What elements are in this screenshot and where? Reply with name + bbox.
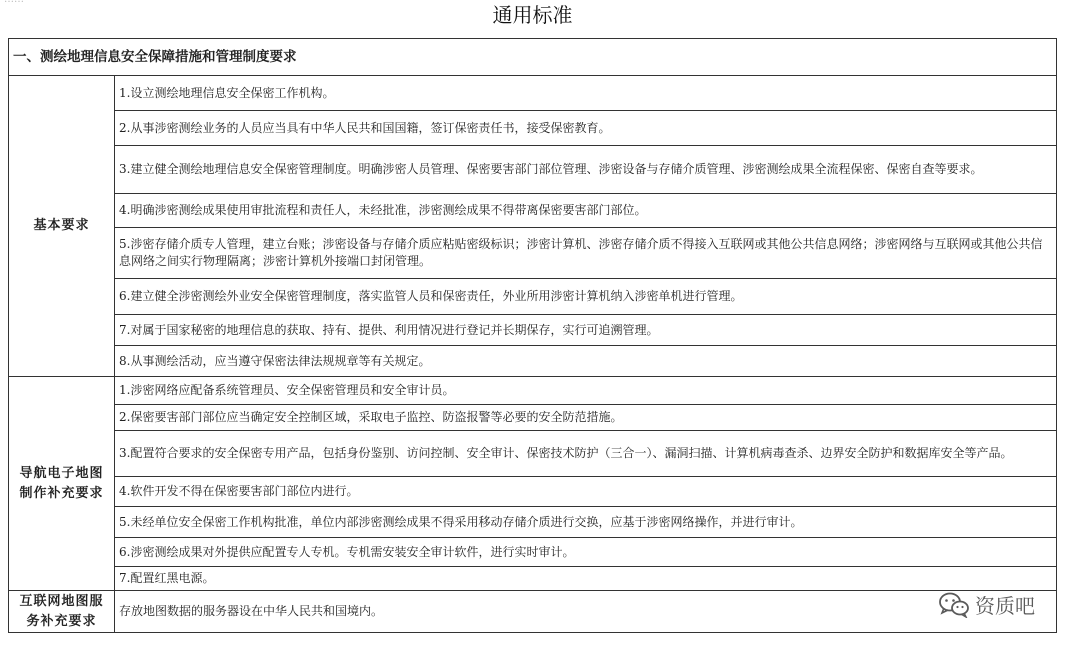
section-title: 一、测绘地理信息安全保障措施和管理制度要求: [9, 39, 1057, 76]
table-row: [9, 279, 1057, 315]
watermark-text: 资质吧: [975, 594, 1035, 618]
requirement-item: 4.明确涉密测绘成果使用审批流程和责任人，未经批准，涉密测绘成果不得带离保密要害部门部位。: [115, 194, 1057, 228]
wechat-icon: [939, 592, 969, 618]
requirement-item: 7.配置红黑电源。: [115, 567, 1057, 591]
table-row: [9, 477, 1057, 507]
requirement-item: 6.涉密测绘成果对外提供应配置专人专机。专机需安装安全审计软件，进行实时审计。: [115, 538, 1057, 567]
table-row: [9, 194, 1057, 228]
requirement-item: 6.建立健全涉密测绘外业安全保密管理制度，落实监管人员和保密责任，外业所用涉密计算机纳入涉密单机进行管理。: [115, 279, 1057, 315]
requirement-item: 2.保密要害部门部位应当确定安全控制区域，采取电子监控、防盗报警等必要的安全防范措施。: [115, 405, 1057, 431]
section-header-row: [9, 39, 1057, 76]
table-row: [9, 591, 1057, 633]
table-row: [9, 377, 1057, 405]
requirement-item: 存放地图数据的服务器设在中华人民共和国境内。: [115, 591, 1057, 633]
category-internet-map: 互联网地图服务补充要求: [9, 591, 115, 633]
table-row: [9, 228, 1057, 279]
requirement-item: 4.软件开发不得在保密要害部门部位内进行。: [115, 477, 1057, 507]
requirement-item: 8.从事测绘活动，应当遵守保密法律法规规章等有关规定。: [115, 346, 1057, 377]
table-row: [9, 538, 1057, 567]
table-row: [9, 76, 1057, 111]
table-row: [9, 315, 1057, 346]
table-row: [9, 567, 1057, 591]
watermark: [939, 590, 1035, 619]
category-navigation-map: 导航电子地图制作补充要求: [9, 377, 115, 591]
table-row: [9, 405, 1057, 431]
category-basic: 基本要求: [9, 76, 115, 377]
requirement-item: 1.设立测绘地理信息安全保密工作机构。: [115, 76, 1057, 111]
requirement-item: 7.对属于国家秘密的地理信息的获取、持有、提供、利用情况进行登记并长期保存，实行可追溯管理。: [115, 315, 1057, 346]
requirement-item: 3.建立健全测绘地理信息安全保密管理制度。明确涉密人员管理、保密要害部门部位管理、涉密设备与存储介质管理、涉密测绘成果全流程保密、保密自查等要求。: [115, 146, 1057, 194]
requirements-table: [8, 38, 1057, 633]
requirement-item: 5.未经单位安全保密工作机构批准，单位内部涉密测绘成果不得采用移动存储介质进行交换，应基于涉密网络操作，并进行审计。: [115, 507, 1057, 538]
table-row: [9, 507, 1057, 538]
requirement-item: 3.配置符合要求的安全保密专用产品，包括身份鉴别、访问控制、安全审计、保密技术防护（三合一）、漏洞扫描、计算机病毒查杀、边界安全防护和数据库安全等产品。: [115, 431, 1057, 477]
requirement-item: 5.涉密存储介质专人管理，建立台账；涉密设备与存储介质应粘贴密级标识；涉密计算机、涉密存储介质不得接入互联网或其他公共信息网络；涉密网络与互联网或其他公共信息网络之间实行物理隔离；涉密计算机外接端口封闭管理。: [115, 228, 1057, 279]
requirement-item: 2.从事涉密测绘业务的人员应当具有中华人民共和国国籍，签订保密责任书，接受保密教育。: [115, 111, 1057, 146]
table-row: [9, 346, 1057, 377]
table-row: [9, 431, 1057, 477]
table-row: [9, 111, 1057, 146]
requirement-item: 1.涉密网络应配备系统管理员、安全保密管理员和安全审计员。: [115, 377, 1057, 405]
table-row: [9, 146, 1057, 194]
page-title: 通用标准: [492, 3, 573, 27]
